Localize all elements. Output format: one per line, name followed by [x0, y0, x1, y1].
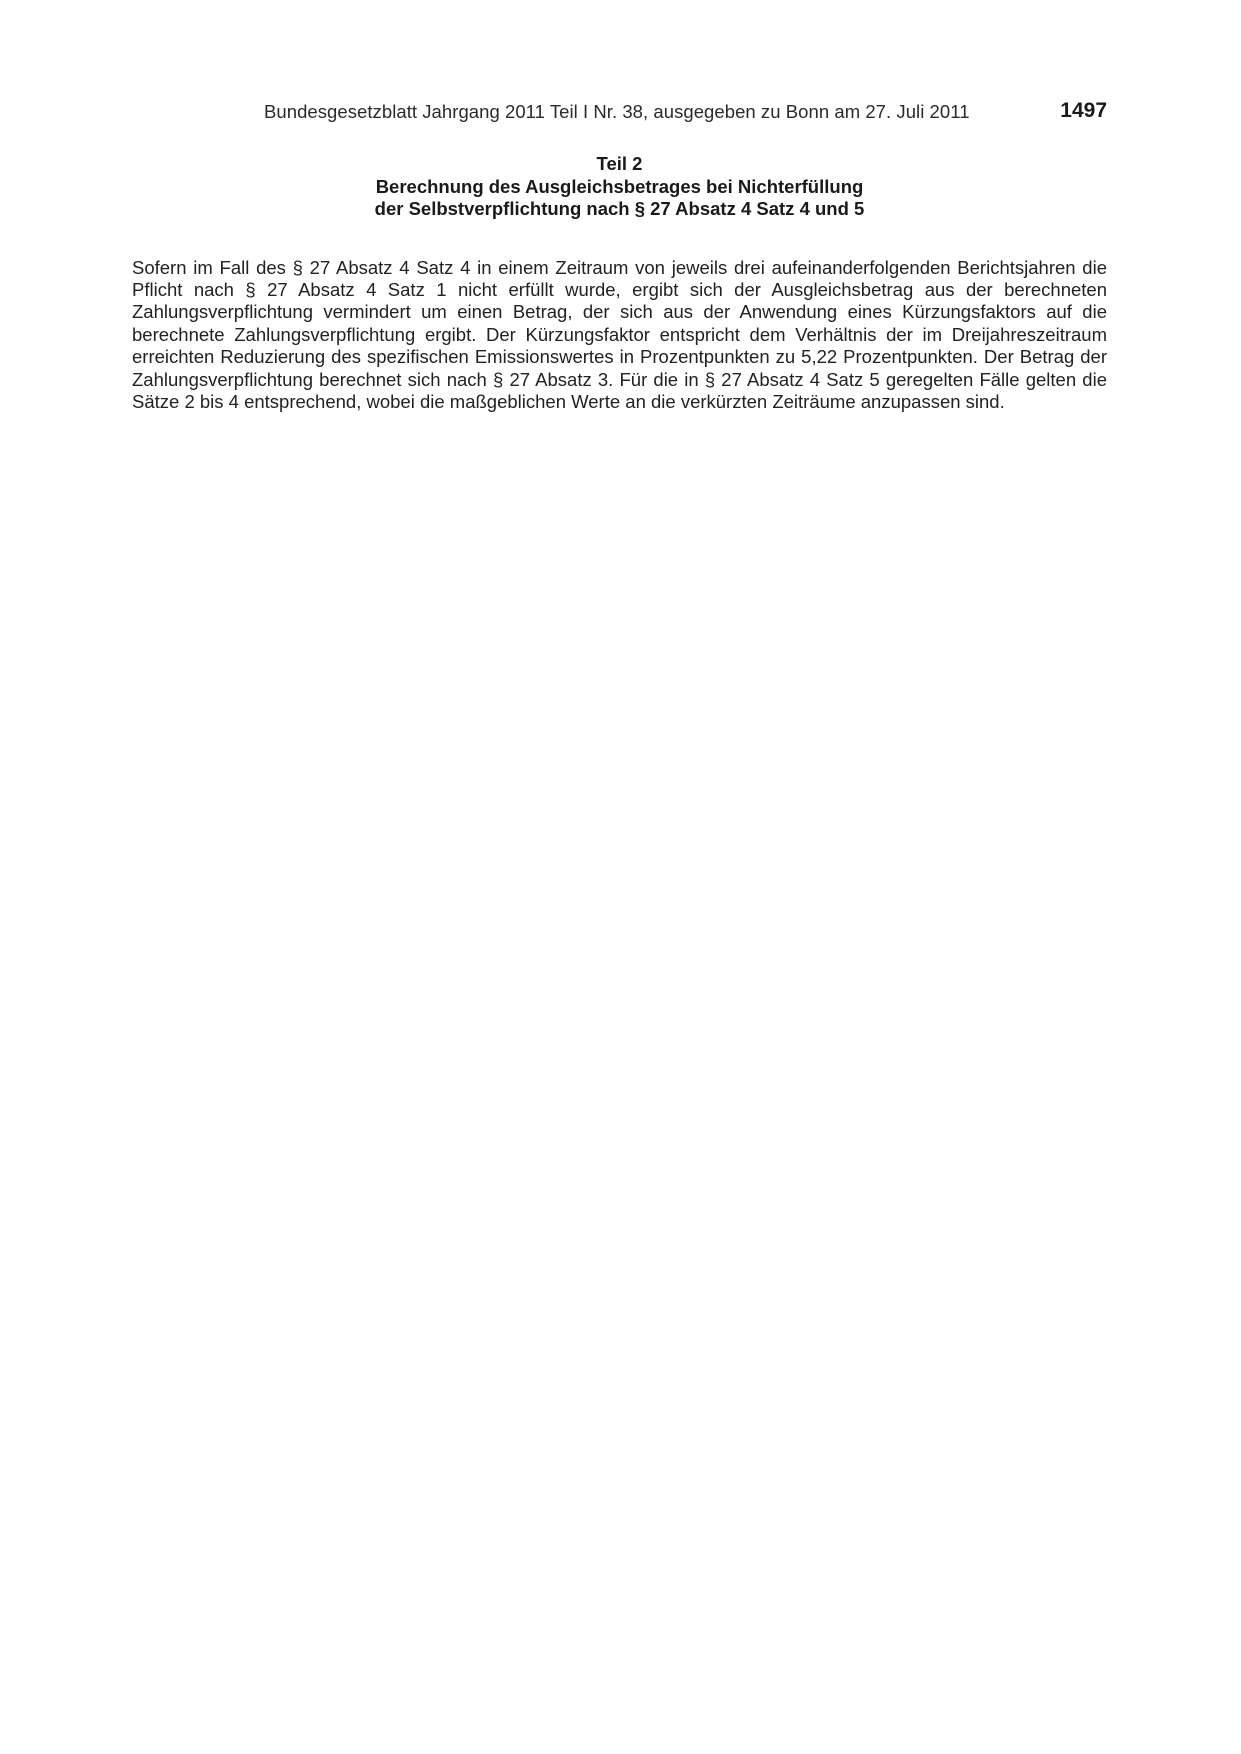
body-paragraph: Sofern im Fall des § 27 Absatz 4 Satz 4 in einem Zeitraum von jeweils drei aufeinanderfolgenden Berichtsjahren die Pflicht nach § 27 Absatz 4 Satz 1 nicht erfüllt wurde, ergibt sich der Ausgleichsbetrag aus der berechneten Zahlungsverpflichtung vermindert um einen Betrag, der sich aus der Anwendung eines Kürzungsfaktors auf die berechnete Zahlungsverpflichtung ergibt. Der Kürzungsfaktor entspricht dem Verhältnis der im Dreijahreszeitraum erreichten Reduzierung des spezifischen Emissionswertes in Prozentpunkten zu 5,22 Prozentpunkten. Der Betrag der Zahlungsverpflichtung berechnet sich nach § 27 Absatz 3. Für die in § 27 Absatz 4 Satz 5 geregelten Fälle gelten die Sätze 2 bis 4 entsprechend, wobei die maßgeblichen Werte an die verkürzten Zeiträume anzupassen sind. — [132, 256, 1107, 412]
publication-line: Bundesgesetzblatt Jahrgang 2011 Teil I Nr. 38, ausgegeben zu Bonn am 27. Juli 2011 — [264, 101, 970, 122]
section-subtitle-line-2: der Selbstverpflichtung nach § 27 Absatz 4 Satz 4 und 5 — [374, 198, 865, 219]
section-heading — [132, 153, 1107, 221]
page-number: 1497 — [1060, 99, 1107, 122]
section-subtitle-line-1: Berechnung des Ausgleichsbetrages bei Nichterfüllung — [375, 175, 864, 197]
page-header — [132, 100, 1107, 124]
section-title: Teil 2 — [596, 153, 643, 174]
